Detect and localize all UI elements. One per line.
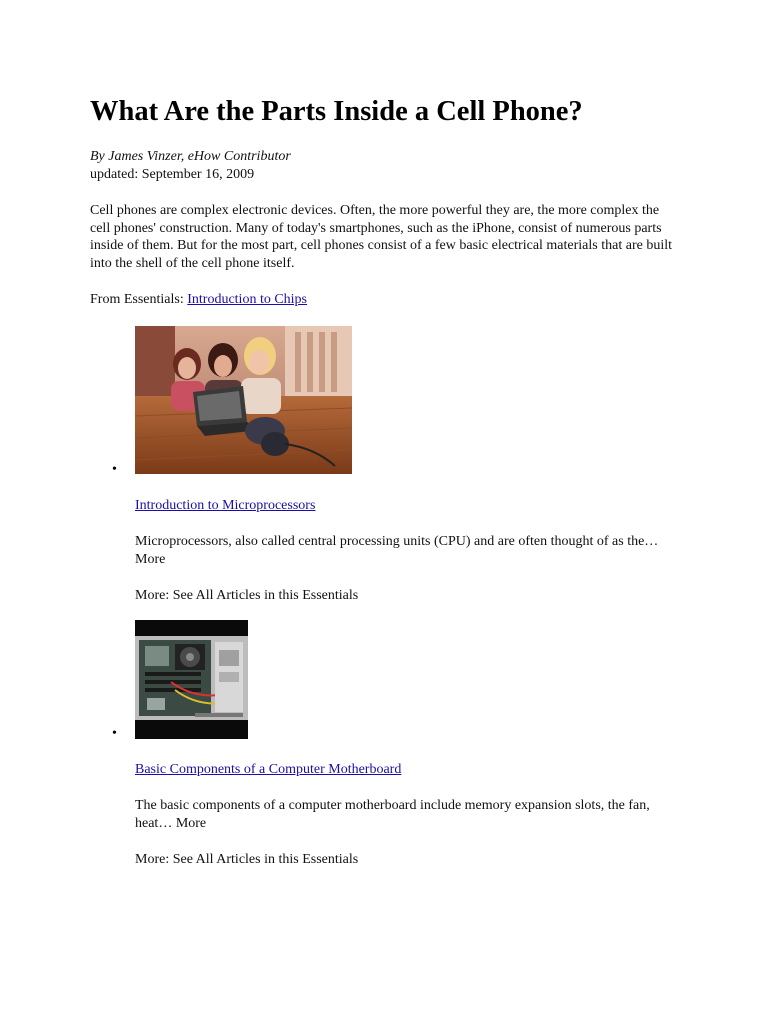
motherboard-image[interactable] [135,620,248,739]
introduction-to-chips-link[interactable]: Introduction to Chips [187,292,308,307]
photo-girls-with-laptop-icon [135,326,352,474]
from-essentials-label: From Essentials: [90,292,184,307]
intro-paragraph: Cell phones are complex electronic devices. Often, the more powerful they are, the more complex the cell phones' construction. Many of today's smartphones, such as the iPhone, consist of numerous parts inside of them. But for the most part, cell phones consist of a few basic electrical materials that are built into the shell of the cell phone itself. [90,203,672,271]
list-bullet: • [112,726,117,741]
byline: By James Vinzer, eHow Contributor [90,149,291,164]
microprocessors-description: Microprocessors, also called central processing units (CPU) and are often thought of as the… More [135,534,659,567]
girls-laptop-image[interactable] [135,326,352,474]
introduction-to-microprocessors-link[interactable]: Introduction to Microprocessors [135,498,316,513]
page-title: What Are the Parts Inside a Cell Phone? [90,96,583,127]
from-essentials [90,291,307,308]
motherboard-description: The basic components of a computer motherboard include memory expansion slots, the fan, heat… More [135,798,650,831]
basic-components-motherboard-link[interactable]: Basic Components of a Computer Motherboard [135,762,402,777]
see-all-articles-text: More: See All Articles in this Essentials [135,852,359,867]
updated-date: updated: September 16, 2009 [90,167,255,182]
see-all-articles-text: More: See All Articles in this Essentials [135,588,359,603]
list-bullet: • [112,462,117,477]
photo-computer-motherboard-icon [135,620,248,739]
